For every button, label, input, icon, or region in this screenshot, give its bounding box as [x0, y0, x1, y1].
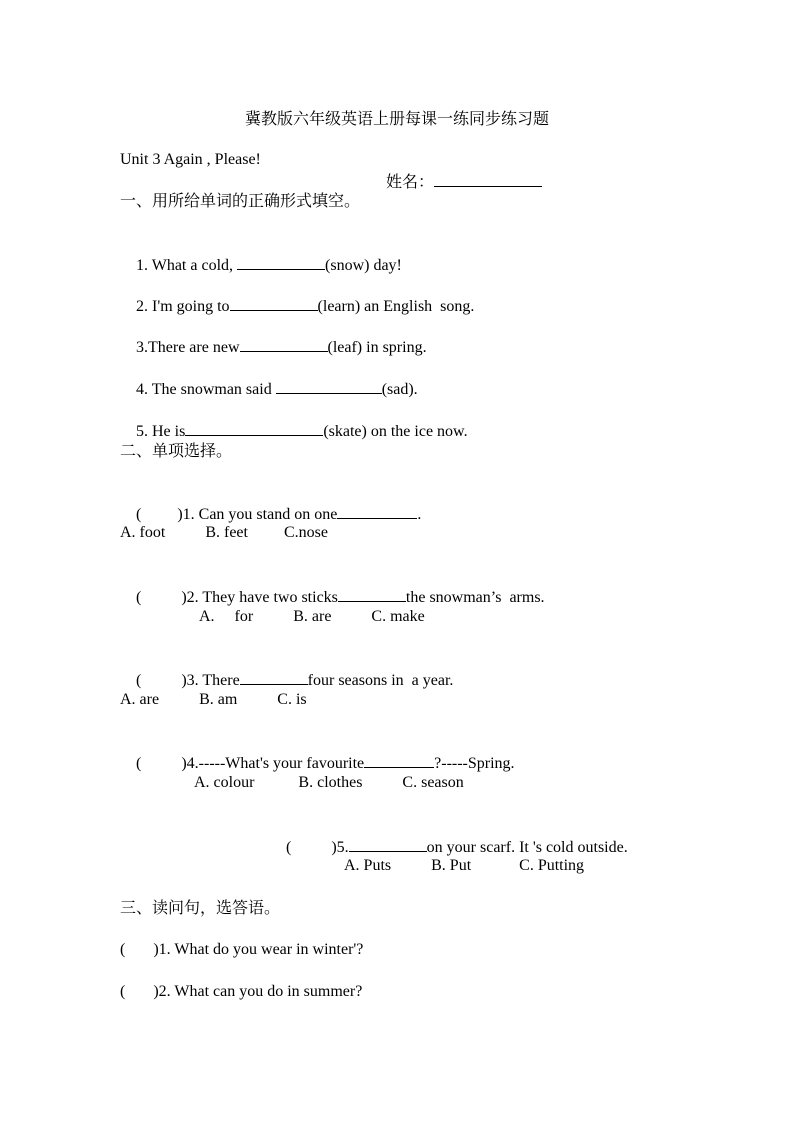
- s2-q2-options: A. for B. are C. make: [199, 608, 425, 625]
- s1-question-1: [120, 232, 402, 274]
- s2-q1-blank[interactable]: [337, 503, 417, 519]
- s2-q2-blank[interactable]: [338, 586, 406, 602]
- s2-q3-options: A. are B. am C. is: [120, 691, 307, 708]
- s2-question-4: [120, 730, 515, 772]
- s1-q4-hint: (sad).: [381, 381, 418, 398]
- s2-question-2: [120, 564, 545, 606]
- s2-q5-blank[interactable]: [349, 836, 427, 852]
- section3-heading: 三、读问句，选答语。: [120, 898, 281, 917]
- s1-question-2: [120, 273, 475, 315]
- s3-question-2: ( )2. What can you do in summer?: [120, 983, 363, 1000]
- page-title: 冀教版六年级英语上册每课一练同步练习题: [244, 109, 549, 128]
- s1-q3-hint: (leaf) in spring.: [327, 339, 427, 356]
- s2-q4-text: ( )4.-----What's your favourite: [136, 755, 365, 772]
- s3-question-1: ( )1. What do you wear in winter'?: [120, 941, 364, 958]
- s1-q3-text: 3.There are new: [136, 339, 240, 356]
- s2-q5-options: A. Puts B. Put C. Putting: [344, 857, 585, 874]
- s1-q5-hint: (skate) on the ice now.: [323, 423, 468, 440]
- name-label: 姓名：: [386, 172, 435, 191]
- s2-q4-blank[interactable]: [364, 752, 434, 768]
- name-field[interactable]: [370, 149, 542, 191]
- s2-q2-tail: the snowman’s arms.: [405, 589, 545, 606]
- s2-q4-options: A. colour B. clothes C. season: [194, 774, 464, 791]
- s2-q5-tail: on your scarf. It 's cold outside.: [426, 839, 628, 856]
- s1-q5-blank[interactable]: [185, 420, 323, 436]
- section1-heading: 一、用所给单词的正确形式填空。: [120, 191, 361, 210]
- s1-question-5: [120, 398, 468, 440]
- s2-q1-tail: .: [417, 506, 422, 523]
- s2-question-3: [120, 647, 454, 689]
- name-blank[interactable]: [434, 171, 542, 187]
- s1-question-4: [120, 356, 418, 398]
- s1-question-3: [120, 314, 427, 356]
- s2-q3-blank[interactable]: [240, 669, 308, 685]
- s1-q2-text: 2. I'm going to: [136, 298, 230, 315]
- s1-q3-blank[interactable]: [240, 336, 328, 352]
- section2-heading: 二、单项选择。: [120, 441, 233, 460]
- s2-q3-tail: four seasons in a year.: [307, 672, 454, 689]
- unit-label: Unit 3 Again , Please!: [120, 151, 261, 168]
- s2-q1-text: ( )1. Can you stand on one: [136, 506, 338, 523]
- s2-question-5: [270, 814, 628, 856]
- s2-q2-text: ( )2. They have two sticks: [136, 589, 338, 606]
- s1-q1-hint: (snow) day!: [325, 257, 402, 274]
- s2-q1-options: A. foot B. feet C.nose: [120, 524, 328, 541]
- s2-q3-text: ( )3. There: [136, 672, 240, 689]
- s1-q1-blank[interactable]: [237, 254, 325, 270]
- s1-q1-text: 1. What a cold,: [136, 257, 238, 274]
- s1-q4-text: 4. The snowman said: [136, 381, 276, 398]
- s1-q4-blank[interactable]: [276, 378, 382, 394]
- s2-q4-tail: ?-----Spring.: [434, 755, 515, 772]
- s1-q2-hint: (learn) an English song.: [317, 298, 475, 315]
- s1-q2-blank[interactable]: [230, 295, 318, 311]
- s2-question-1: [120, 481, 422, 523]
- s1-q5-text: 5. He is: [136, 423, 186, 440]
- s2-q5-text: ( )5.: [286, 839, 349, 856]
